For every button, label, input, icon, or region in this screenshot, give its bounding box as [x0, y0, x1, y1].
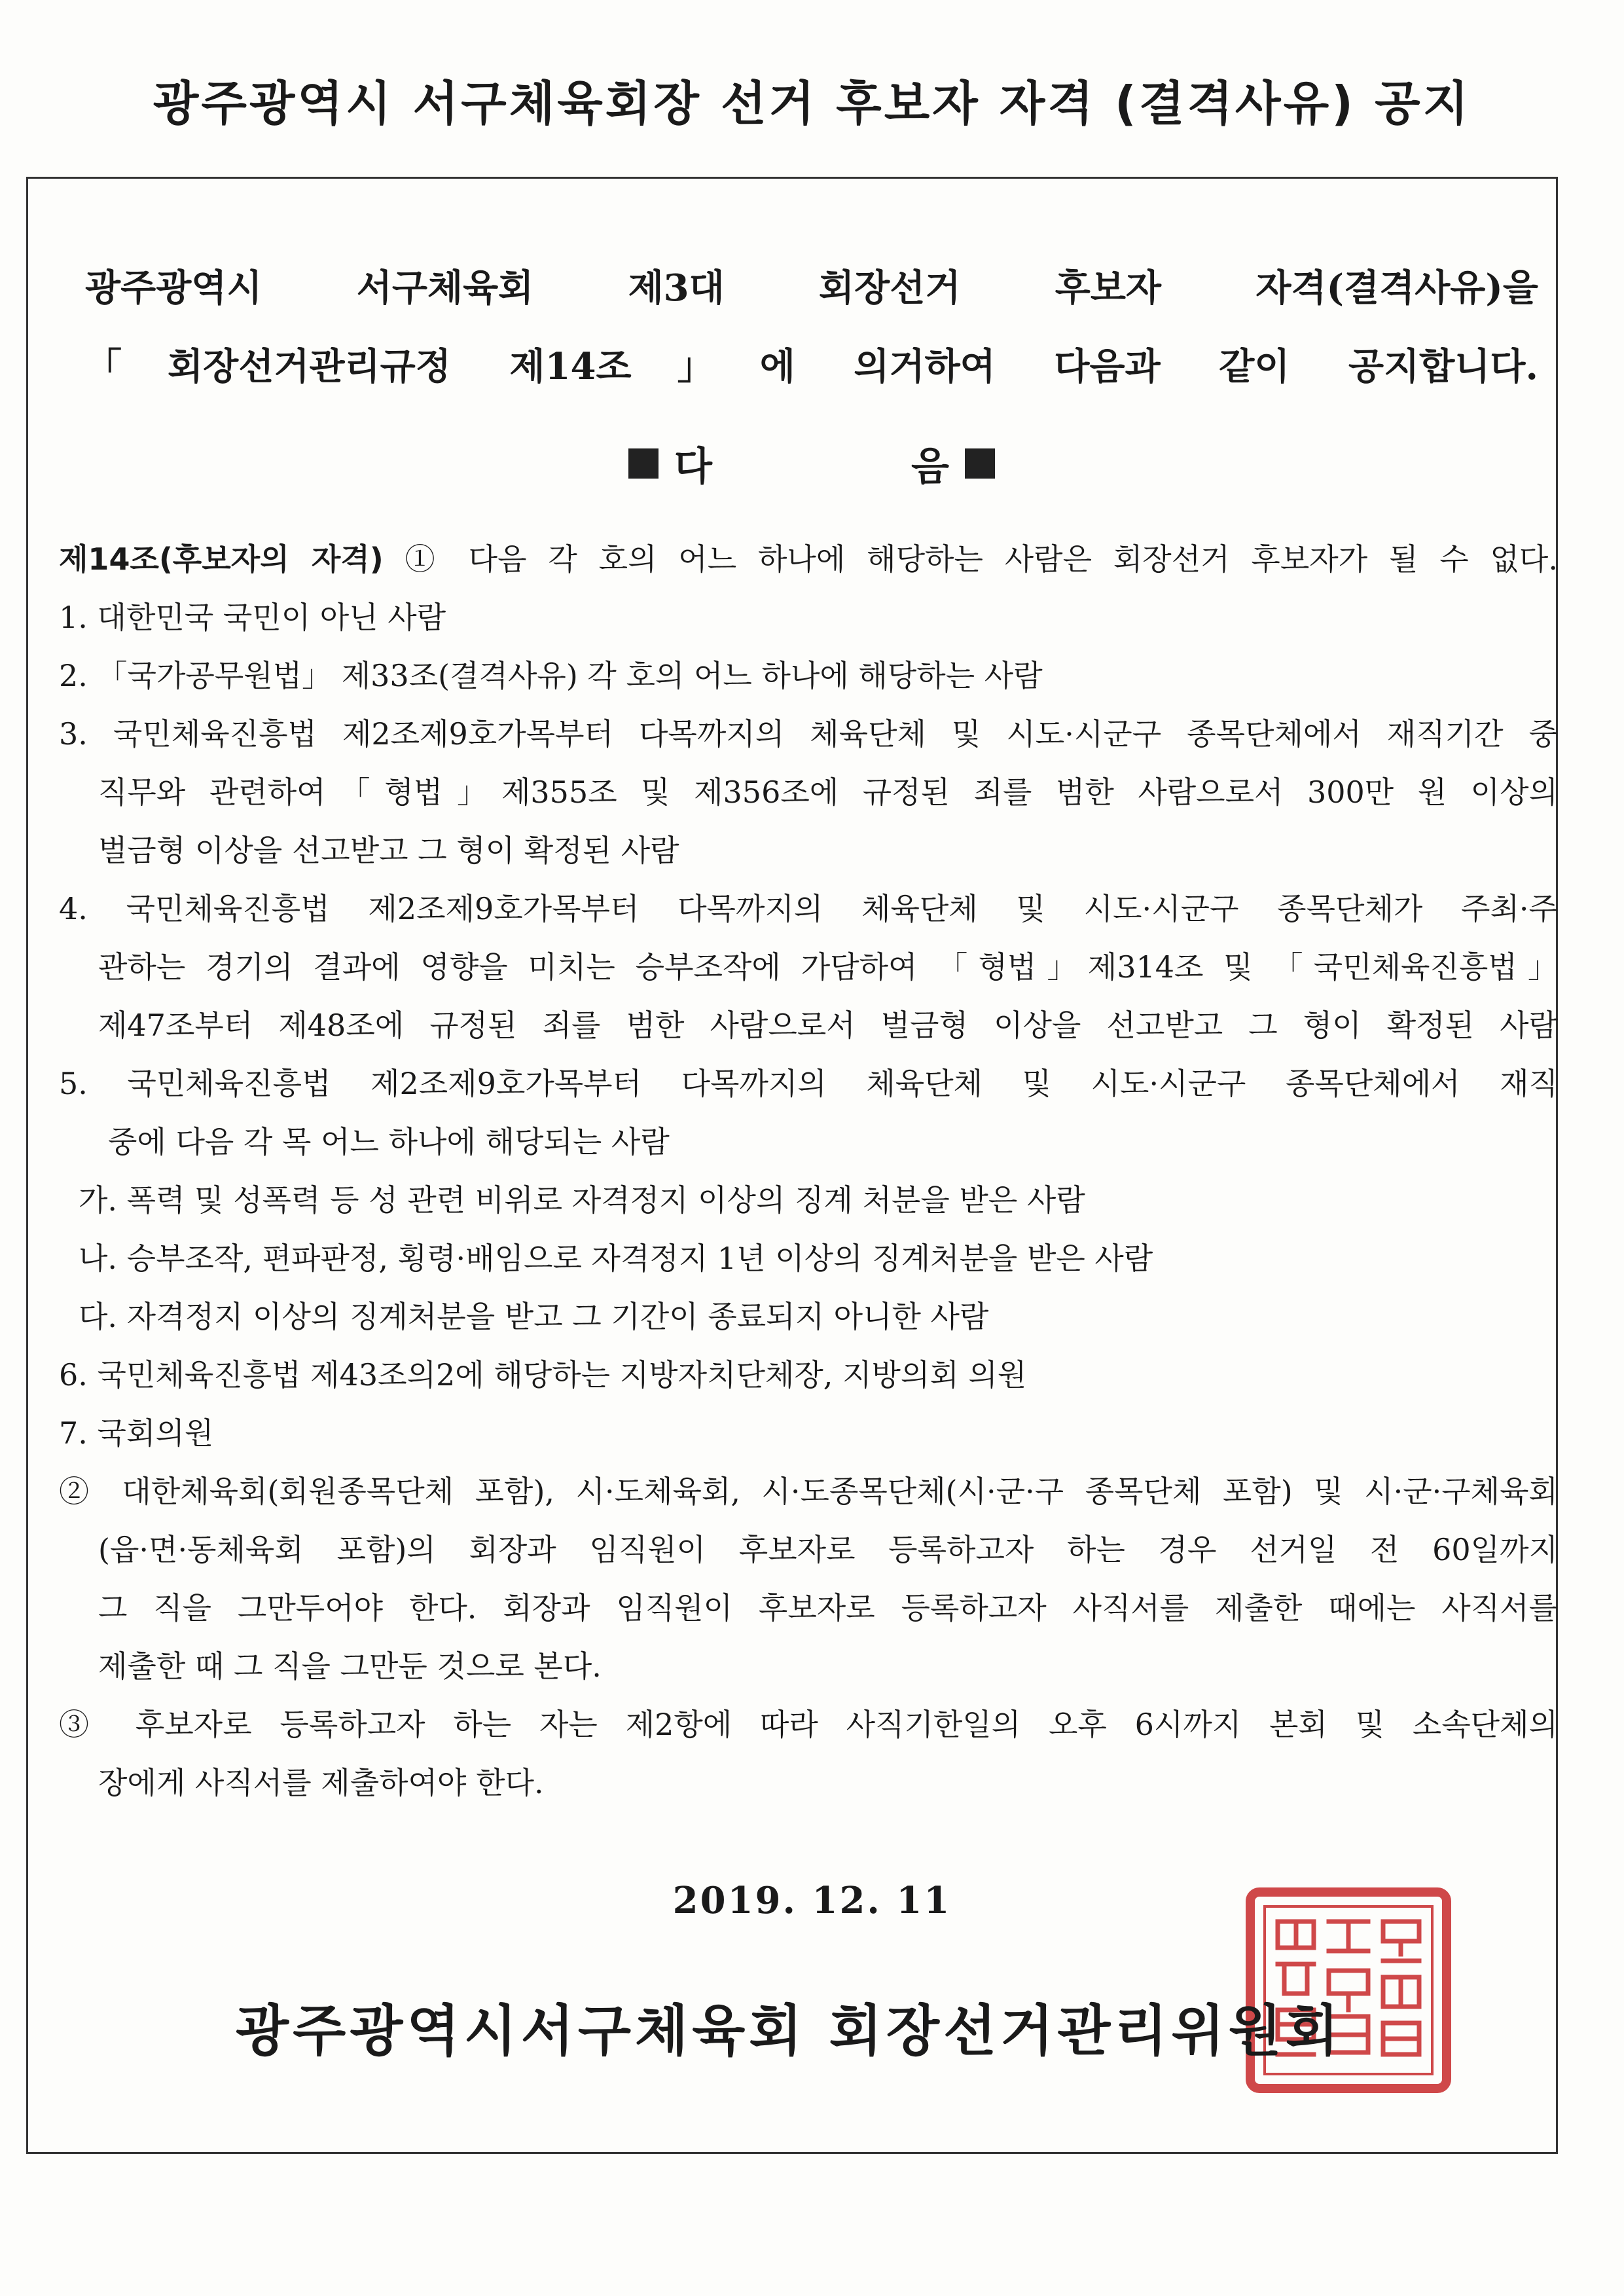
square-bullet-icon: [628, 448, 659, 479]
article-header: [59, 530, 1558, 589]
article-intro: ① 다음 각 호의 어느 하나에 해당하는 사람은 회장선거 후보자가 될 수 없다.: [405, 541, 1558, 577]
sub-item: 나. 승부조작, 편파판정, 횡령·배임으로 자격정지 1년 이상의 징계처분을 받은 사람: [79, 1241, 1153, 1276]
intro-line: 광주광역시 서구체육회 제3대 회장선거 후보자 자격(결격사유)을: [85, 266, 1538, 310]
list-item: 2. 「국가공무원법」 제33조(결격사유) 각 호의 어느 하나에 해당하는 사람: [59, 658, 1043, 693]
page-title: 광주광역시 서구체육회장 선거 후보자 자격 (결격사유) 공지: [153, 76, 1471, 131]
paragraph-continuation: 그 직을 그만두어야 한다. 회장과 임직원이 후보자로 등록하고자 사직서를 제출한 때에는 사직서를: [98, 1590, 1558, 1626]
list-item: 4. 국민체육진흥법 제2조제9호가목부터 다목까지의 체육단체 및 시도·시군구 종목단체가 주최·주: [59, 891, 1558, 926]
paragraph-continuation: (읍·면·동체육회 포함)의 회장과 임직원이 후보자로 등록하고자 하는 경우 선거일 전 60일까지: [98, 1532, 1558, 1567]
sub-item: 가. 폭력 및 성폭력 등 성 관련 비위로 자격정지 이상의 징계 처분을 받은 사람: [79, 1182, 1085, 1218]
list-item-continuation: 관하는 경기의 결과에 영향을 미치는 승부조작에 가담하여 「형법」제314조 및 「국민체육진흥법」: [98, 949, 1558, 985]
issuer-name: 광주광역시서구체육회 회장선거관리위원회: [236, 1998, 1343, 2063]
heading-right-text: 음: [911, 444, 949, 490]
article-body: [59, 530, 1558, 1812]
paragraph-continuation: 장에게 사직서를 제출하여야 한다.: [98, 1765, 544, 1800]
list-item: 3. 국민체육진흥법 제2조제9호가목부터 다목까지의 체육단체 및 시도·시군구 종목단체에서 재직기간 중: [59, 716, 1558, 752]
list-item: 1. 대한민국 국민이 아닌 사람: [59, 600, 446, 635]
section-heading: [628, 435, 995, 492]
list-item-continuation: 제47조부터 제48조에 규정된 죄를 범한 사람으로서 벌금형 이상을 선고받고 그 형이 확정된 사람: [98, 1008, 1558, 1043]
list-item: 6. 국민체육진흥법 제43조의2에 해당하는 지방자치단체장, 지방의회 의원: [59, 1357, 1027, 1393]
notice-date: 2019. 12. 11: [672, 1879, 952, 1922]
list-item: 5. 국민체육진흥법 제2조제9호가목부터 다목까지의 체육단체 및 시도·시군구 종목단체에서 재직: [59, 1066, 1558, 1101]
paragraph-continuation: 제출한 때 그 직을 그만둔 것으로 본다.: [98, 1649, 602, 1684]
list-item-continuation: 중에 다음 각 목 어느 하나에 해당되는 사람: [108, 1124, 670, 1159]
heading-left-text: 다: [674, 444, 712, 490]
square-bullet-icon: [965, 448, 995, 479]
list-item: 7. 국회의원: [59, 1415, 214, 1451]
list-item-continuation: 벌금형 이상을 선고받고 그 형이 확정된 사람: [98, 833, 679, 868]
sub-item: 다. 자격정지 이상의 징계처분을 받고 그 기간이 종료되지 아니한 사람: [79, 1299, 989, 1334]
list-item-continuation: 직무와 관련하여「형법」제355조 및 제356조에 규정된 죄를 범한 사람으로서 300만 원 이상의: [98, 774, 1558, 810]
paragraph-3: ③ 후보자로 등록하고자 하는 자는 제2항에 따라 사직기한일의 오후 6시까지 본회 및 소속단체의: [59, 1707, 1558, 1742]
intro-paragraph: [85, 249, 1538, 406]
intro-line: 「회장선거관리규정 제14조」에 의거하여 다음과 같이 공지합니다.: [85, 345, 1538, 388]
article-title: 제14조(후보자의 자격): [59, 541, 384, 577]
paragraph-2: ② 대한체육회(회원종목단체 포함), 시·도체육회, 시·도종목단체(시·군·구 종목단체 포함) 및 시·군·구체육회: [59, 1474, 1558, 1509]
